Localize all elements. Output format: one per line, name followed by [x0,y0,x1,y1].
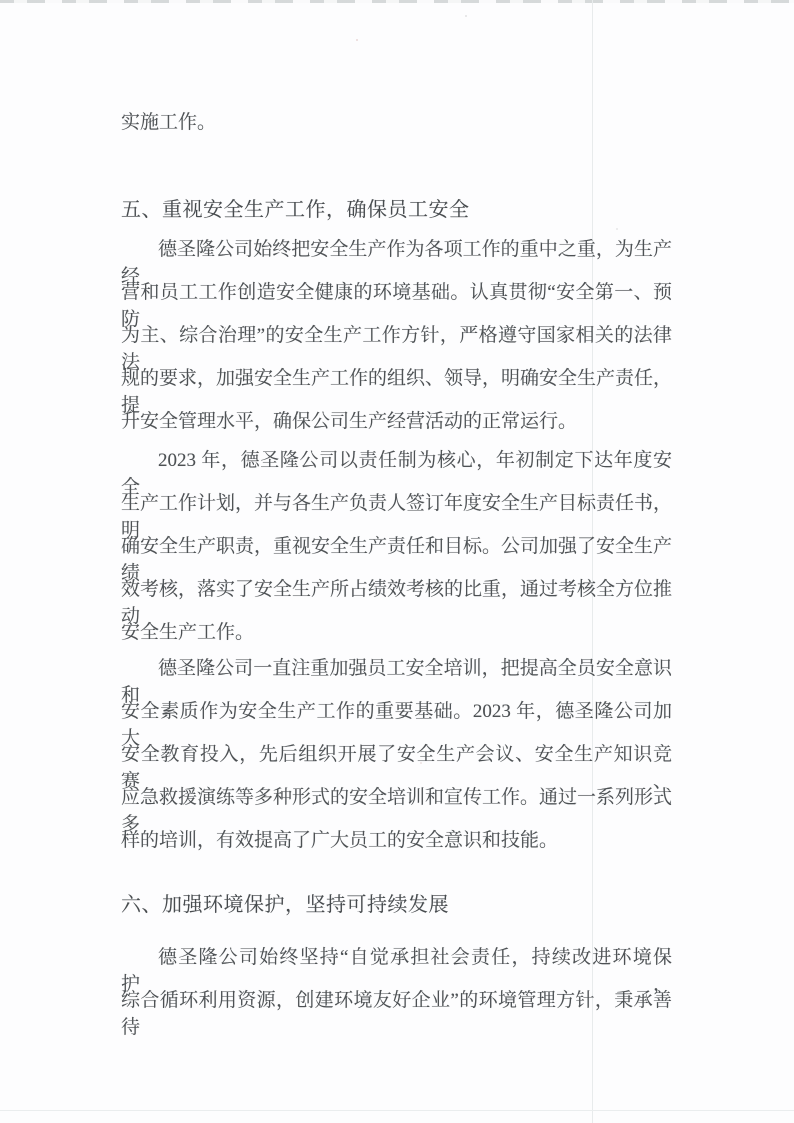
text-line: 生产工作计划，并与各生产负责人签订年度安全生产目标责任书，明 [121,493,673,541]
text-line: 安全生产工作。 [121,622,255,643]
text-line: 2023 年，德圣隆公司以责任制为核心，年初制定下达年度安全 [121,450,672,498]
scan-edge-artifact [0,0,794,3]
text-line: 德圣隆公司始终把安全生产作为各项工作的重中之重，为生产经 [121,239,672,287]
section-heading-environment: 六、加强环境保护，坚持可持续发展 [121,894,449,916]
text-line: 实施工作。 [121,112,217,133]
text-line: 营和员工工作创造安全健康的环境基础。认真贯彻“安全第一、预防 [121,282,672,330]
text-line: 规的要求，加强安全生产工作的组织、领导，明确安全生产责任，提 [121,368,673,416]
text-line: 综合循环利用资源，创建环境友好企业”的环境管理方针，秉承善待 [121,990,672,1038]
text-line: 德圣隆公司始终坚持“自觉承担社会责任，持续改进环境保护， [121,947,672,995]
scan-speck [465,15,467,17]
horizontal-crease-line [0,1110,794,1111]
text-line: 安全教育投入，先后组织开展了安全生产会议、安全生产知识竞赛、 [121,744,672,792]
text-line: 应急救援演练等多种形式的安全培训和宣传工作。通过一系列形式多 [121,787,673,835]
text-line: 样的培训，有效提高了广大员工的安全意识和技能。 [121,830,559,851]
text-line: 为主、综合治理”的安全生产工作方针，严格遵守国家相关的法律法 [121,325,672,373]
text-line: 安全素质作为安全生产工作的重要基础。2023 年，德圣隆公司加大 [121,701,672,749]
text-line: 德圣隆公司一直注重加强员工安全培训，把提高全员安全意识和 [121,658,672,706]
text-line: 效考核，落实了安全生产所占绩效考核的比重，通过考核全方位推动 [121,579,673,627]
scan-speck [616,228,618,230]
text-line: 升安全管理水平，确保公司生产经营活动的正常运行。 [121,411,578,432]
text-line: 确安全生产职责，重视安全生产责任和目标。公司加强了安全生产绩 [121,536,673,584]
section-heading-safety: 五、重视安全生产工作，确保员工安全 [121,199,470,221]
scan-speck [356,39,358,41]
